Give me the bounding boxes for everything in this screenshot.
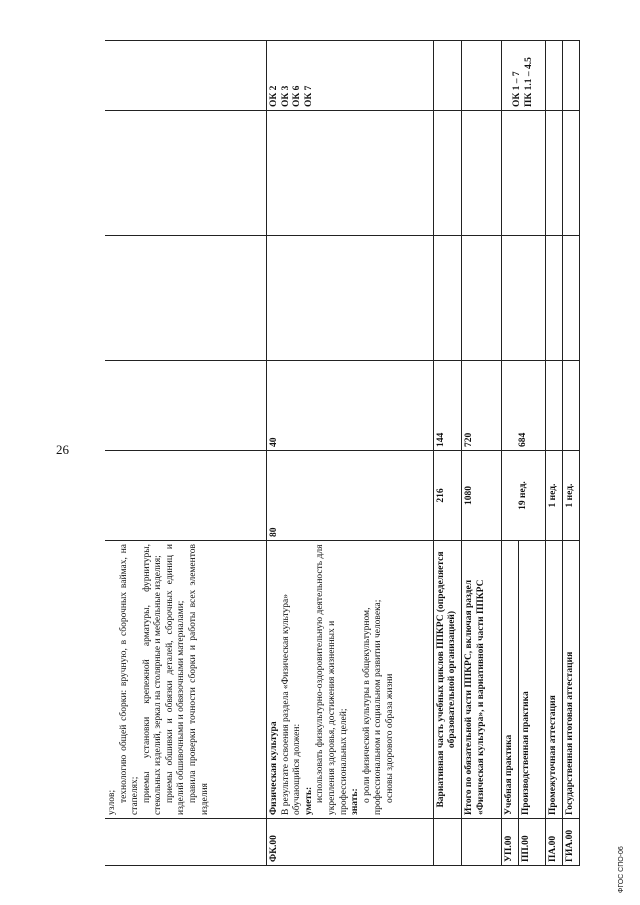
- text-line: уметь:: [303, 786, 314, 815]
- description-cell: Учебная практика: [502, 541, 519, 819]
- class-load-cell: 40: [267, 361, 434, 451]
- code-cell: [105, 819, 267, 866]
- text-line: В результате освоения раздела «Физическая культура» обучающийся должен:: [280, 594, 303, 815]
- code-cell: ПА.00: [546, 819, 563, 866]
- footer-code: ФГОС СПО-06: [618, 846, 625, 893]
- table-row-interim-assessment: [546, 41, 563, 866]
- description-cell: Производственная практика: [519, 541, 546, 819]
- max-load-cell: [105, 451, 267, 541]
- hours-cell: [462, 111, 502, 236]
- discipline-index-cell: [433, 236, 461, 361]
- table-row-training-practice: [502, 41, 519, 866]
- code-cell: [462, 819, 502, 866]
- text-line: основы здорового образа жизни: [384, 673, 395, 803]
- competency-cell: [546, 41, 563, 111]
- competency-cell: [563, 41, 580, 111]
- max-load-cell: 80: [267, 451, 434, 541]
- competency-code: ОК 1 – 7: [512, 71, 523, 107]
- class-load-cell: 720: [462, 361, 502, 451]
- max-load-cell: 1080: [462, 451, 502, 541]
- competency-code: ОК 2: [269, 85, 280, 107]
- text-line: о роли физической культуры в общекультурном, профессиональном и социальном развитии человека;: [361, 599, 384, 815]
- competency-cell: [267, 41, 434, 111]
- weeks-cell: 1 нед.: [546, 451, 563, 541]
- code-cell: УП.00: [502, 819, 519, 866]
- code-cell: [433, 819, 461, 866]
- discipline-index-cell: [105, 236, 267, 361]
- hours-cell: [105, 111, 267, 236]
- weeks-cell: 19 нед.: [502, 451, 546, 541]
- max-load-cell: 216: [433, 451, 461, 541]
- competency-cell: [105, 41, 267, 111]
- hours-cell: [433, 111, 461, 236]
- description-cell: Государственная итоговая аттестация: [563, 541, 580, 819]
- hours-cell: [563, 111, 580, 236]
- discipline-index-cell: [462, 236, 502, 361]
- table-row-total: [462, 41, 502, 866]
- competency-cell: [433, 41, 461, 111]
- text-line: правила проверки точности сборки и работы всех элементов изделия: [188, 544, 210, 815]
- discipline-index-cell: [563, 236, 580, 361]
- hours-cell: [546, 111, 563, 236]
- section-title: Физическая культура: [269, 721, 280, 815]
- competency-cell: [462, 41, 502, 111]
- weeks-cell: 1 нед.: [563, 451, 580, 541]
- competency-code: ОК 3: [280, 85, 291, 107]
- competency-code: ПК 1.1 – 4.5: [523, 57, 534, 107]
- discipline-index-cell: [546, 236, 563, 361]
- class-load-cell: 144: [433, 361, 461, 451]
- hours-cell-extra: [502, 111, 546, 236]
- description-cell: Вариативная часть учебных циклов ППКРС (определяется образовательной организацией): [433, 541, 461, 819]
- text-line: приемы обшивки и обвязки деталей, сборочных единиц и изделий обшивочными и обвязочными материалами;: [164, 544, 187, 815]
- competency-code: ОК 6: [292, 85, 303, 107]
- discipline-index-cell: [502, 236, 546, 361]
- table-row-continuation: [105, 41, 267, 866]
- description-cell: Промежуточная аттестация: [546, 541, 563, 819]
- rotated-table-container: [105, 41, 580, 866]
- hours-cell: [267, 111, 434, 236]
- code-cell: ФК.00: [267, 819, 434, 866]
- table-row-final-attestation: [563, 41, 580, 866]
- class-load-cell: [546, 361, 563, 451]
- code-cell: ГИА.00: [563, 819, 580, 866]
- competency-code: ОК 7: [303, 85, 314, 107]
- description-cell: [267, 541, 434, 819]
- competency-cell: [502, 41, 546, 111]
- table-row-physical-culture: [267, 41, 434, 866]
- description-cell: Итого по обязательной части ППКРС, включая раздел «Физическая культура», и вариативной части ППКРС: [462, 541, 502, 819]
- code-cell: ПП.00: [519, 819, 546, 866]
- page-number: 26: [56, 442, 69, 457]
- description-cell: [105, 541, 267, 819]
- text-line: знать:: [350, 788, 361, 815]
- curriculum-table: [105, 40, 580, 866]
- discipline-index-cell: [267, 236, 434, 361]
- text-line: приемы установки крепежной арматуры, фурнитуры, стекольных изделий, зеркал на столярные и мебельные изделия;: [141, 544, 164, 815]
- text-line: узлов;: [107, 789, 117, 815]
- class-load-cell: [105, 361, 267, 451]
- hours-cell: 684: [502, 361, 546, 451]
- text-line: технологию общей сборки: вручную, в сборочных ваймах, на стапелях;: [118, 544, 141, 815]
- table-row-variable-part: [433, 41, 461, 866]
- class-load-cell: [563, 361, 580, 451]
- text-line: использовать физкультурно-оздоровительную деятельность для укрепления здоровья, достижения жизненных и профессиональных целей;: [315, 544, 349, 815]
